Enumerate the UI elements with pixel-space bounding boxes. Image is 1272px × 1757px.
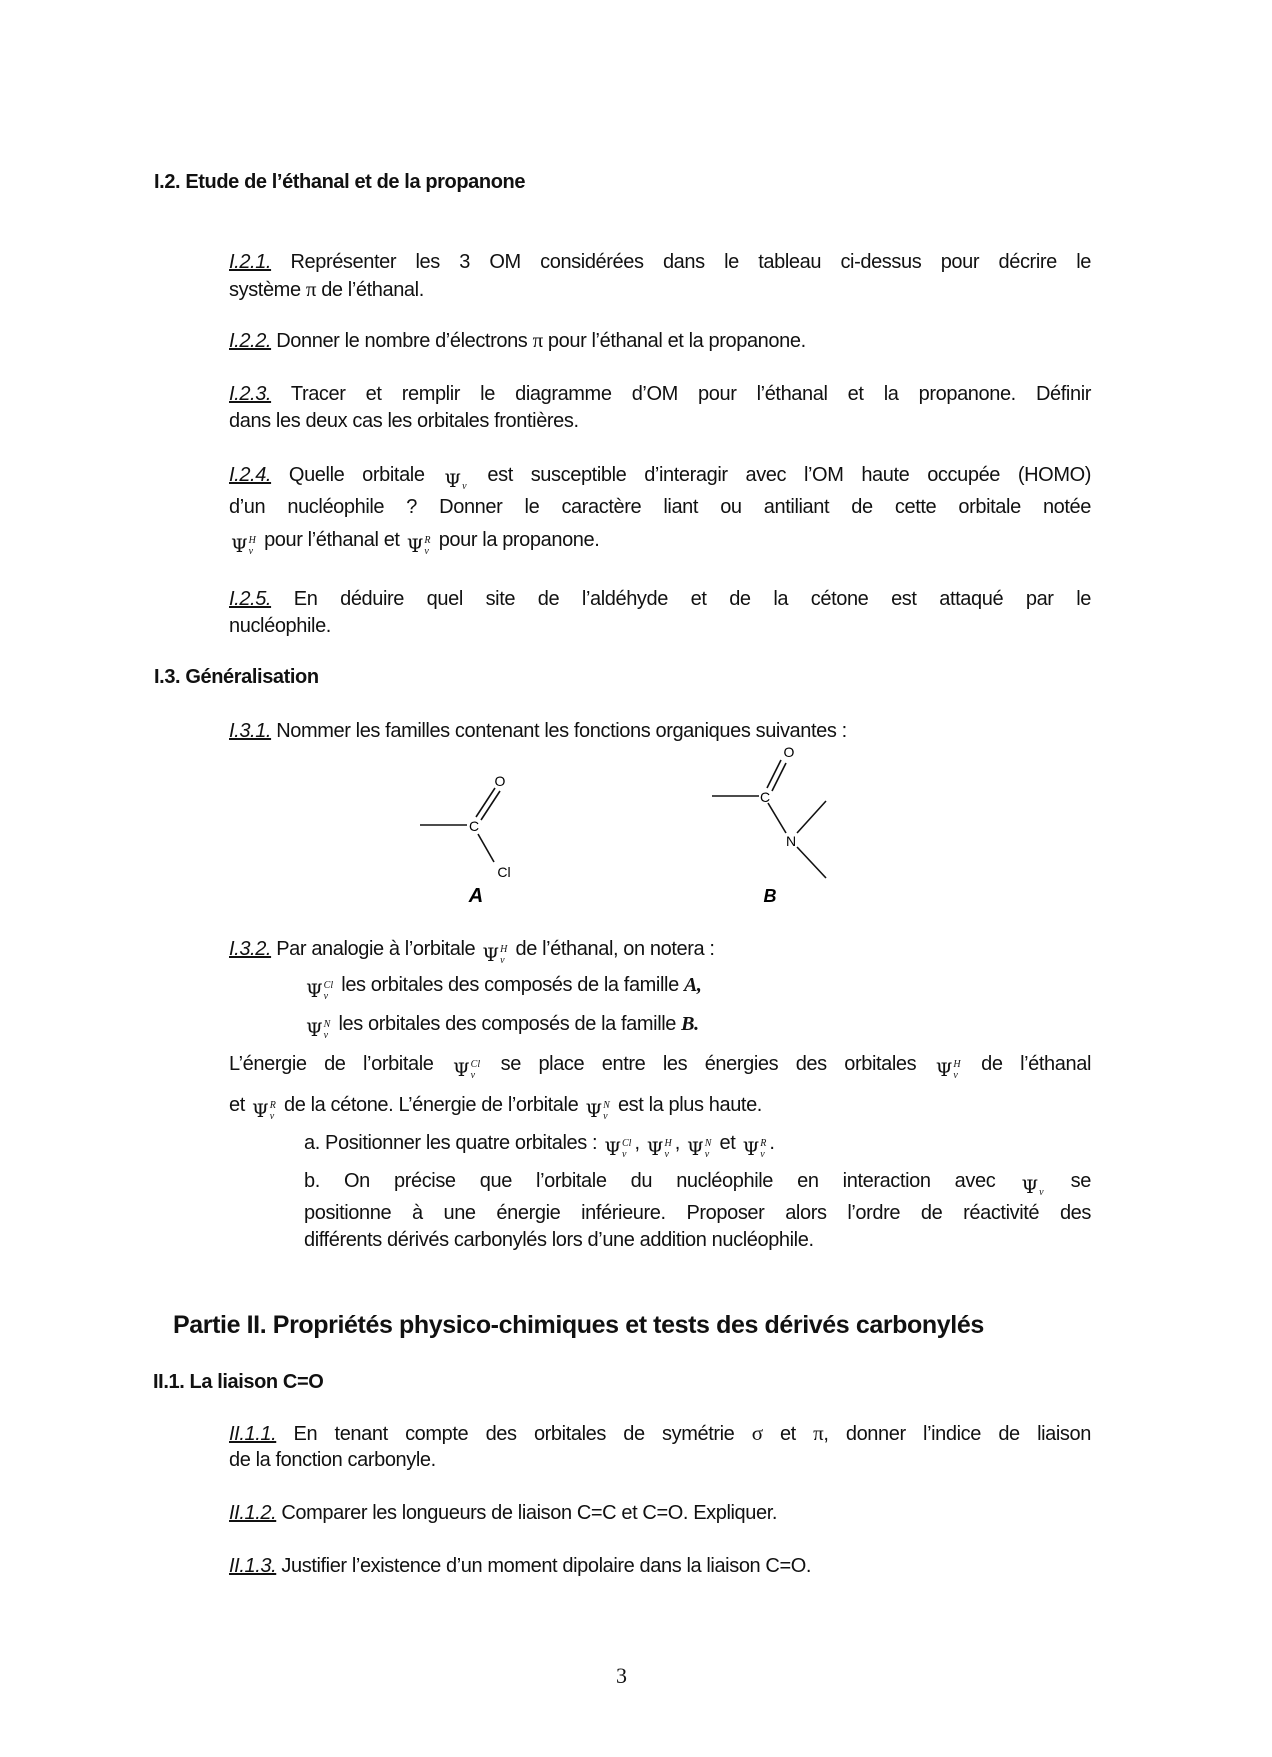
psi-superscript: Cl (470, 1059, 481, 1070)
psi-superscript: H (500, 944, 508, 955)
separator: . (769, 1132, 775, 1154)
question-text: pour l’éthanal et (258, 529, 405, 551)
question-1-3-2-line1 (229, 936, 715, 966)
psi-subscript: v (248, 546, 254, 557)
psi-symbol: Ψ (306, 980, 323, 1002)
molecule-b-label: B (763, 886, 777, 906)
psi-symbol: Ψ (306, 1019, 323, 1041)
psi-v-R-orbital (743, 1138, 767, 1160)
psi-subscript: v (664, 1149, 669, 1160)
psi-subscript: v (470, 1070, 476, 1081)
family-b-ref: B. (681, 1013, 699, 1035)
psi-subscript: v (424, 546, 429, 557)
question-2-1-1-line2: de la fonction carbonyle. (229, 1449, 436, 1471)
psi-v-orbital (1021, 1176, 1043, 1198)
atom-o: O (494, 773, 506, 789)
question-text: L’énergie de l’orbitale (229, 1053, 451, 1075)
spacer (1039, 1176, 1043, 1187)
psi-symbol: Ψ (1021, 1176, 1039, 1198)
question-1-2-4-line2: d’un nucléophile ? Donner le caractère liant ou antiliant de cette orbitale notée (229, 496, 1091, 518)
question-text: se place entre les énergies des orbitales (483, 1053, 934, 1075)
question-number: I.2.3. (229, 383, 272, 405)
psi-v-N-orbital (585, 1100, 609, 1122)
question-number: I.2.5. (229, 588, 272, 610)
question-number: I.2.2. (229, 330, 272, 352)
psi-superscript: H (953, 1059, 961, 1070)
psi-v-Cl-orbital (604, 1138, 631, 1160)
question-text: pour l’éthanal et la propanone. (542, 330, 806, 352)
psi-subscript: v (269, 1111, 275, 1122)
psi-symbol: Ψ (687, 1138, 704, 1160)
psi-superscript: R (424, 535, 431, 546)
question-number: I.2.1. (229, 251, 272, 273)
question-number: II.1.1. (229, 1423, 277, 1445)
psi-v-Cl-orbital (306, 980, 333, 1002)
psi-subscript: v (760, 1149, 765, 1160)
psi-subscript: v (323, 1030, 329, 1041)
question-1-3-2-part-b-line3: différents dérivés carbonylés lors d’une addition nucléophile. (304, 1229, 814, 1251)
question-text: Donner le nombre d’électrons (271, 330, 533, 352)
question-1-3-2-line3 (304, 1011, 699, 1041)
question-1-3-2-part-b-line1 (304, 1168, 1091, 1198)
question-text: Tracer et remplir le diagramme d’OM pour l’éthanal et la propanone. Définir (271, 383, 1091, 405)
question-text: de l’éthanal (963, 1053, 1091, 1075)
molecule-b-amide (712, 760, 826, 878)
section-heading-1-2: I.2. Etude de l’éthanal et de la propanone (154, 171, 526, 193)
psi-superscript: N (704, 1138, 712, 1149)
psi-symbol: Ψ (444, 470, 462, 492)
separator: , (634, 1132, 640, 1154)
part-2-heading: Partie II. Propriétés physico-chimiques et tests des dérivés carbonylés (173, 1311, 984, 1339)
question-2-1-1-line1 (229, 1420, 1091, 1448)
psi-v-N-orbital (687, 1138, 711, 1160)
psi-v-H-orbital (647, 1138, 672, 1160)
molecule-a-label: A (468, 885, 484, 907)
pi-symbol: π (532, 328, 543, 352)
question-number: I.3.2. (229, 938, 272, 960)
question-1-3-2-part-a (304, 1130, 775, 1160)
psi-v-R-orbital (252, 1100, 276, 1122)
pi-symbol: π (305, 277, 317, 301)
question-1-2-3-line2: dans les deux cas les orbitales frontières. (229, 410, 579, 432)
question-1-3-2-line4 (229, 1051, 1091, 1081)
question-text: et (762, 1423, 814, 1445)
question-text: Comparer les longueurs de liaison C=C et C=O. Expliquer. (276, 1502, 778, 1524)
question-text: Quelle orbitale (271, 464, 443, 486)
question-text: pour la propanone. (433, 529, 600, 551)
question-text: de l’éthanal, on notera : (510, 938, 715, 960)
psi-superscript: R (760, 1138, 767, 1149)
section-heading-2-1: II.1. La liaison C=O (153, 1371, 324, 1393)
psi-subscript: v (500, 955, 505, 966)
question-2-1-3 (229, 1553, 811, 1580)
section-heading-1-3: I.3. Généralisation (154, 666, 319, 688)
pi-symbol: π (813, 1421, 824, 1445)
psi-v-H-orbital (936, 1059, 961, 1081)
psi-subscript: v (603, 1111, 608, 1122)
page-number: 3 (616, 1663, 627, 1688)
psi-symbol: Ψ (482, 944, 500, 966)
atom-c: C (759, 789, 771, 805)
question-text: est la plus haute. (612, 1094, 762, 1116)
psi-superscript: N (323, 1019, 331, 1030)
atom-cl: Cl (497, 864, 511, 880)
question-text: les orbitales des composés de la famille (336, 974, 684, 996)
psi-symbol: Ψ (252, 1100, 269, 1122)
psi-v-H-orbital (482, 944, 507, 966)
question-number: II.1.2. (229, 1502, 277, 1524)
psi-symbol: Ψ (231, 535, 248, 557)
question-number: II.1.3. (229, 1555, 277, 1577)
psi-symbol: Ψ (604, 1138, 621, 1160)
atom-c: C (468, 818, 480, 834)
question-1-2-5-line2: nucléophile. (229, 615, 331, 637)
question-number: I.2.4. (229, 464, 272, 486)
psi-symbol: Ψ (585, 1100, 603, 1122)
question-text: En déduire quel site de l’aldéhyde et de la cétone est attaqué par le (271, 588, 1091, 610)
question-text: Nommer les familles contenant les fonctions organiques suivantes : (271, 720, 847, 742)
psi-superscript: Cl (323, 980, 334, 991)
atom-n: N (785, 833, 797, 849)
question-text: b. On précise que l’orbitale du nucléophile en interaction avec (304, 1170, 1020, 1192)
psi-superscript: Cl (621, 1138, 632, 1149)
question-text: Représenter les 3 OM considérées dans le tableau ci-dessus pour décrire le (271, 251, 1091, 273)
question-text: Justifier l’existence d’un moment dipolaire dans la liaison C=O. (276, 1555, 812, 1577)
question-2-1-2 (229, 1500, 777, 1527)
psi-symbol: Ψ (453, 1059, 470, 1081)
question-text: de l’éthanal. (316, 279, 424, 301)
family-a-ref: A, (683, 974, 702, 996)
question-text: se (1046, 1170, 1091, 1192)
psi-symbol: Ψ (406, 535, 424, 557)
psi-superscript: H (664, 1138, 672, 1149)
question-number: I.3.1. (229, 720, 272, 742)
psi-subscript: v (1039, 1187, 1044, 1198)
psi-subscript: v (621, 1149, 627, 1160)
question-text: système (229, 279, 306, 301)
psi-symbol: Ψ (935, 1059, 953, 1081)
question-text: et (229, 1094, 251, 1116)
psi-superscript: R (269, 1100, 276, 1111)
psi-subscript: v (953, 1070, 958, 1081)
psi-symbol: Ψ (742, 1138, 760, 1160)
question-1-3-2-line2 (304, 972, 702, 1002)
question-text: En tenant compte des orbitales de symétrie (276, 1423, 752, 1445)
question-text: Par analogie à l’orbitale (271, 938, 481, 960)
molecule-a-acyl-chloride (420, 788, 500, 862)
question-text: est susceptible d’interagir avec l’OM haute occupée (HOMO) (469, 464, 1092, 486)
psi-subscript: v (462, 481, 467, 492)
question-text: les orbitales des composés de la famille (333, 1013, 682, 1035)
sigma-symbol: σ (751, 1421, 763, 1445)
psi-subscript: v (323, 991, 329, 1002)
psi-superscript: N (603, 1100, 610, 1111)
question-1-3-2-line5 (229, 1092, 762, 1122)
psi-v-Cl-orbital (453, 1059, 480, 1081)
psi-symbol: Ψ (646, 1138, 664, 1160)
psi-v-N-orbital (306, 1019, 330, 1041)
question-1-3-2-part-b-line2: positionne à une énergie inférieure. Proposer alors l’ordre de réactivité des (304, 1202, 1091, 1224)
separator: , (674, 1132, 680, 1154)
separator: et (714, 1132, 741, 1154)
question-text: , donner l’indice de liaison (823, 1423, 1091, 1445)
atom-o: O (783, 744, 795, 760)
question-text: a. Positionner les quatre orbitales : (304, 1132, 603, 1154)
psi-subscript: v (704, 1149, 710, 1160)
psi-superscript: H (248, 535, 256, 546)
question-text: de la cétone. L’énergie de l’orbitale (278, 1094, 584, 1116)
